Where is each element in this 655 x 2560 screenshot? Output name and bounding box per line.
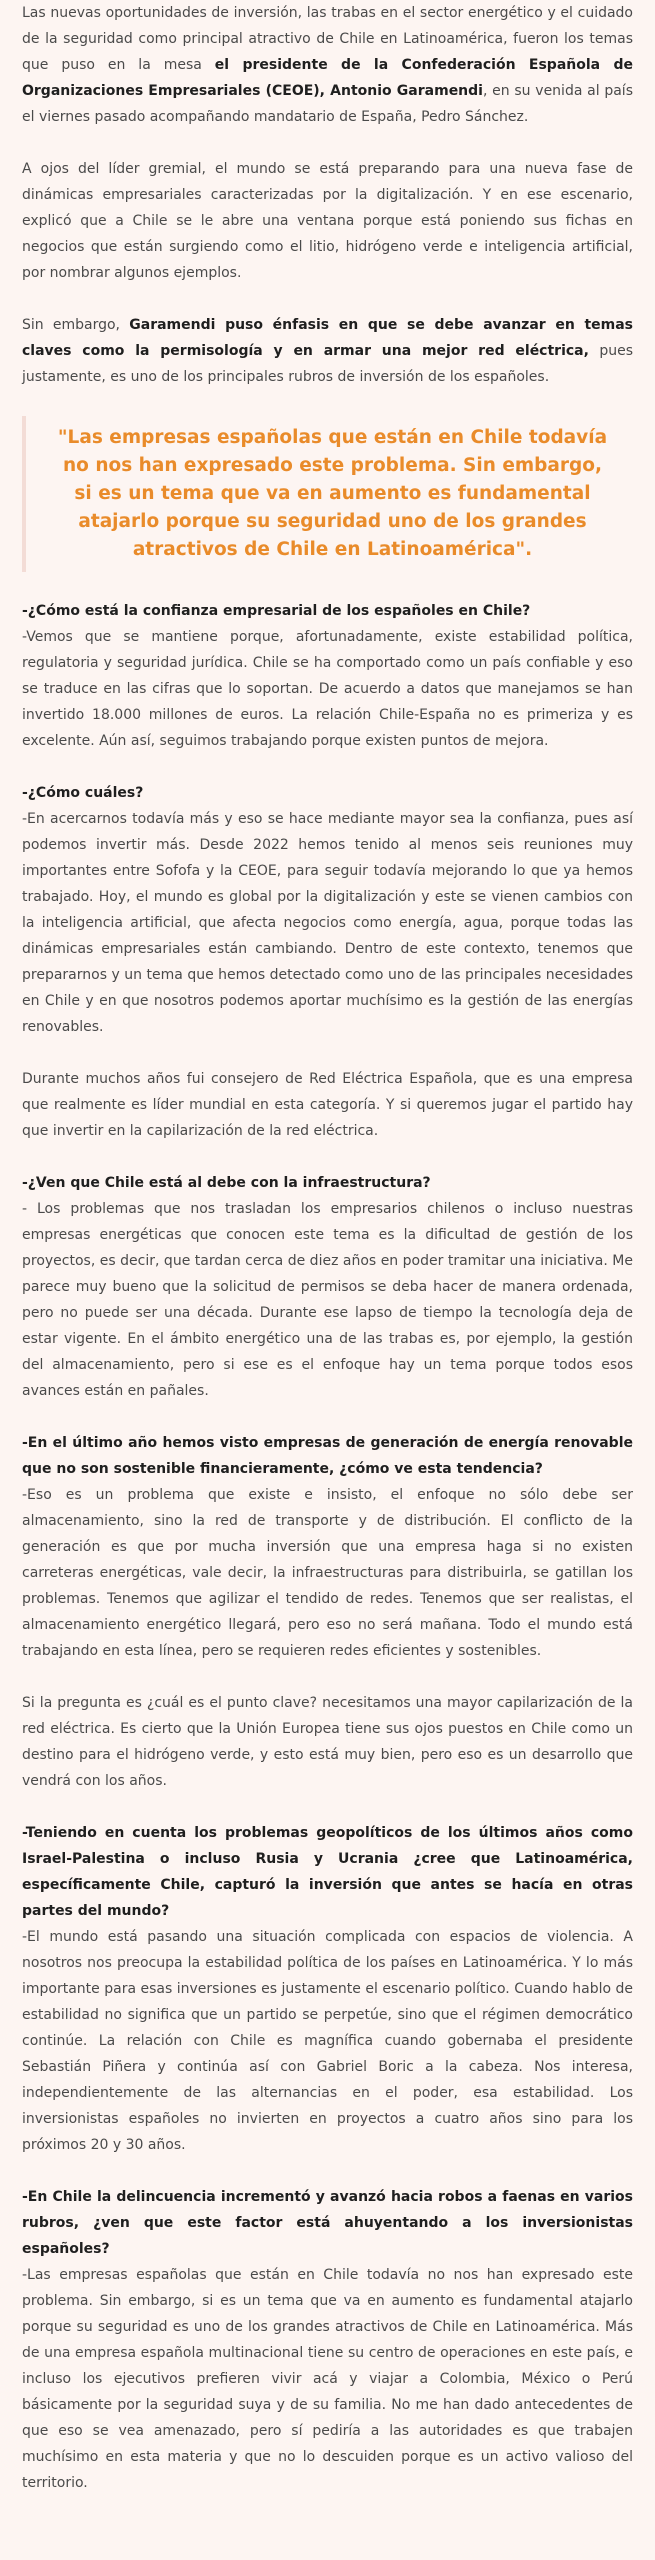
question: -¿Cómo cuáles? <box>22 785 144 801</box>
intro-paragraph-2: A ojos del líder gremial, el mundo se está preparando para una nueva fase de dinámicas empresariales caracterizadas por la digitalización. Y en ese escenario, explicó que a Chile se le abre una ventana porque está poniendo sus fichas en negocios que están surgiendo como el litio, hidrógeno verde e inteligencia artificial, por nombrar algunos ejemplos. <box>22 161 633 281</box>
highlight-ceoe-president: el presidente de la Confederación Española de Organizaciones Empresariales (CEOE), Antonio Garamendi <box>22 57 633 99</box>
pull-quote <box>22 416 633 572</box>
qa-block-3 <box>22 1170 633 1404</box>
qa-block-5 <box>22 1820 633 2158</box>
question: -¿Cómo está la confianza empresarial de los españoles en Chile? <box>22 603 531 619</box>
answer-continued: Durante muchos años fui consejero de Red Eléctrica Española, que es una empresa que realmente es líder mundial en esta categoría. Y si queremos jugar el partido hay que invertir en la capilarización de la red eléctrica. <box>22 1071 633 1139</box>
highlight-garamendi-emphasis: Garamendi puso énfasis en que se debe avanzar en temas claves como la permisología y en armar una mejor red eléctrica, <box>22 317 633 359</box>
question: -En el último año hemos visto empresas de generación de energía renovable que no son sostenible financieramente, ¿cómo ve esta tendencia? <box>22 1435 633 1477</box>
qa-block-4 <box>22 1430 633 1794</box>
answer: -Eso es un problema que existe e insisto, el enfoque no sólo debe ser almacenamiento, sino la red de transporte y de distribución. El conflicto de la generación es que por mucha inversión que una empresa haga si no existen carreteras energéticas, vale decir, la infraestructuras para distribuirla, se gatillan los problemas. Tenemos que agilizar el tendido de redes. Tenemos que ser realistas, el almacenamiento energético llegará, pero eso no será mañana. Todo el mundo está trabajando en esta línea, pero se requieren redes eficientes y sostenibles. <box>22 1487 633 1659</box>
question: -Teniendo en cuenta los problemas geopolíticos de los últimos años como Israel-Palestina o incluso Rusia y Ucrania ¿cree que Latinoamérica, específicamente Chile, capturó la inversión que antes se hacía en otras partes del mundo? <box>22 1825 633 1919</box>
answer: -Vemos que se mantiene porque, afortunadamente, existe estabilidad política, regulatoria y seguridad jurídica. Chile se ha comportado como un país confiable y eso se traduce en las cifras que lo soportan. De acuerdo a datos que manejamos se han invertido 18.000 millones de euros. La relación Chile-España no es primeriza y es excelente. Aún así, seguimos trabajando porque existen puntos de mejora. <box>22 629 633 749</box>
question: -En Chile la delincuencia incrementó y avanzó hacia robos a faenas en varios rubros, ¿ven que este factor está ahuyentando a los inversionistas españoles? <box>22 2189 633 2257</box>
answer: -Las empresas españolas que están en Chile todavía no nos han expresado este problema. Sin embargo, si es un tema que va en aumento es fundamental atajarlo porque su seguridad es uno de los grandes atractivos de Chile en Latinoamérica. Más de una empresa española multinacional tiene su centro de operaciones en este país, e incluso los ejecutivos prefieren vivir acá y viajar a Colombia, México o Perú básicamente por la seguridad suya y de su familia. No me han dado antecedentes de que eso se vea amenazado, pero sí pediría a las autoridades es que trabajen muchísimo en esta materia y que no lo descuiden porque es un activo valioso del territorio. <box>22 2267 633 2491</box>
qa-block-6 <box>22 2184 633 2496</box>
qa-block-1 <box>22 598 633 754</box>
intro-paragraph-3: Sin embargo, Garamendi puso énfasis en que se debe avanzar en temas claves como la permisología y en armar una mejor red eléctrica, pues justamente, es uno de los principales rubros de inversión de los españoles. <box>22 317 633 385</box>
pull-quote-text: "Las empresas españolas que están en Chile todavía no nos han expresado este problema. Sin embargo, si es un tema que va en aumento es fundamental atajarlo porque su seguridad uno de los grandes atractivos de Chile en Latinoamérica". <box>57 427 608 560</box>
qa-block-2 <box>22 780 633 1144</box>
answer: - Los problemas que nos trasladan los empresarios chilenos o incluso nuestras empresas energéticas que conocen este tema es la dificultad de gestión de los proyectos, es decir, que tardan cerca de diez años en poder tramitar una iniciativa. Me parece muy bueno que la solicitud de permisos se deba hacer de manera ordenada, pero no puede ser una década. Durante ese lapso de tiempo la tecnología deja de estar vigente. En el ámbito energético una de las trabas es, por ejemplo, la gestión del almacenamiento, pero si ese es el enfoque hay un tema porque todos esos avances están en pañales. <box>22 1201 633 1399</box>
answer: -En acercarnos todavía más y eso se hace mediante mayor sea la confianza, pues así podemos invertir más. Desde 2022 hemos tenido al menos seis reuniones muy importantes entre Sofofa y la CEOE, para seguir todavía mejorando lo que ya hemos trabajado. Hoy, el mundo es global por la digitalización y este se vienen cambios con la inteligencia artificial, que afecta negocios como energía, agua, porque todas las dinámicas empresariales están cambiando. Dentro de este contexto, tenemos que prepararnos y un tema que hemos detectado como uno de las principales necesidades en Chile y en que nosotros podemos aportar muchísimo es la gestión de las energías renovables. <box>22 811 633 1035</box>
intro-paragraph-1: Las nuevas oportunidades de inversión, las trabas en el sector energético y el cuidado de la seguridad como principal atractivo de Chile en Latinoamérica, fueron los temas que puso en la mesa el presidente de la Confederación Española de Organizaciones Empresariales (CEOE), Antonio Garamendi, en su venida al país el viernes pasado acompañando mandatario de España, Pedro Sánchez. <box>22 5 633 125</box>
question: -¿Ven que Chile está al debe con la infraestructura? <box>22 1175 431 1191</box>
answer-continued: Si la pregunta es ¿cuál es el punto clave? necesitamos una mayor capilarización de la red eléctrica. Es cierto que la Unión Europea tiene sus ojos puestos en Chile como un destino para el hidrógeno verde, y esto está muy bien, pero eso es un desarrollo que vendrá con los años. <box>22 1695 633 1789</box>
answer: -El mundo está pasando una situación complicada con espacios de violencia. A nosotros nos preocupa la estabilidad política de los países en Latinoamérica. Y lo más importante para esas inversiones es justamente el escenario político. Cuando hablo de estabilidad no significa que un partido se perpetúe, sino que el régimen democrático continúe. La relación con Chile es magnífica cuando gobernaba el presidente Sebastián Piñera y continúa así con Gabriel Boric a la cabeza. Nos interesa, independientemente de las alternancias en el poder, esa estabilidad. Los inversionistas españoles no invierten en proyectos a cuatro años sino para los próximos 20 y 30 años. <box>22 1929 633 2153</box>
